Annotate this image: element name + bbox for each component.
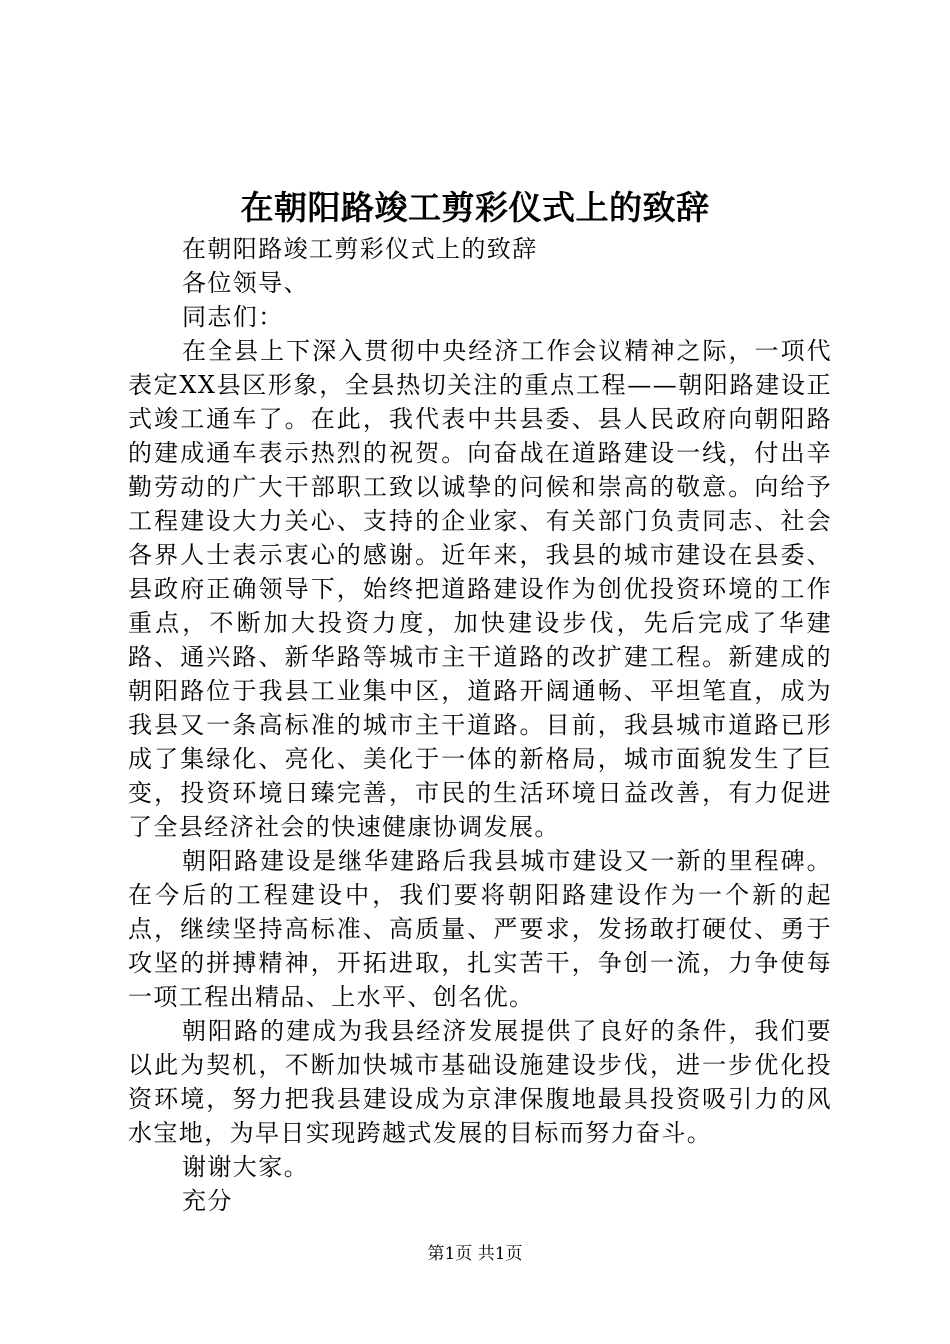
subtitle-paragraph: 在朝阳路竣工剪彩仪式上的致辞	[182, 235, 538, 263]
body-paragraph-2: 朝阳路建设是继华建路后我县城市建设又一新的里程碑。在今后的工程建设中，我们要将朝阳路建设作为一个新的起点，继续坚持高标准、高质量、严要求，发扬敢打硬仗、勇于攻坚的拼搏精神，开拓进取，扎实苦干，争创一流，力争使每一项工程出精品、上水平、创名优。	[128, 847, 832, 1011]
closing-line: 谢谢大家。	[182, 1153, 309, 1181]
salutation-line-1: 各位领导、	[182, 269, 309, 297]
document-body	[128, 232, 832, 1218]
body-paragraph-3: 朝阳路的建成为我县经济发展提供了良好的条件，我们要以此为契机，不断加快城市基础设施建设步伐，进一步优化投资环境，努力把我县建设成为京津保腹地最具投资吸引力的风水宝地，为早日实现跨越式发展的目标而努力奋斗。	[128, 1017, 832, 1147]
body-paragraph-1: 在全县上下深入贯彻中央经济工作会议精神之际，一项代表定XX县区形象，全县热切关注的重点工程——朝阳路建设正式竣工通车了。在此，我代表中共县委、县人民政府向朝阳路的建成通车表示热烈的祝贺。向奋战在道路建设一线，付出辛勤劳动的广大干部职工致以诚挚的问候和崇高的敬意。向给予工程建设大力关心、支持的企业家、有关部门负责同志、社会各界人士表示衷心的感谢。近年来，我县的城市建设在县委、县政府正确领导下，始终把道路建设作为创优投资环境的工作重点，不断加大投资力度，加快建设步伐，先后完成了华建路、通兴路、新华路等城市主干道路的改扩建工程。新建成的朝阳路位于我县工业集中区，道路开阔通畅、平坦笔直，成为我县又一条高标准的城市主干道路。目前，我县城市道路已形成了集绿化、亮化、美化于一体的新格局，城市面貌发生了巨变，投资环境日臻完善，市民的生活环境日益改善，有力促进了全县经济社会的快速健康协调发展。	[128, 337, 832, 841]
document-title: 在朝阳路竣工剪彩仪式上的致辞	[240, 188, 710, 227]
salutation-line-2: 同志们：	[182, 303, 284, 331]
page-footer: 第1页 共1页	[427, 1244, 523, 1264]
trailing-text: 充分	[182, 1187, 233, 1215]
